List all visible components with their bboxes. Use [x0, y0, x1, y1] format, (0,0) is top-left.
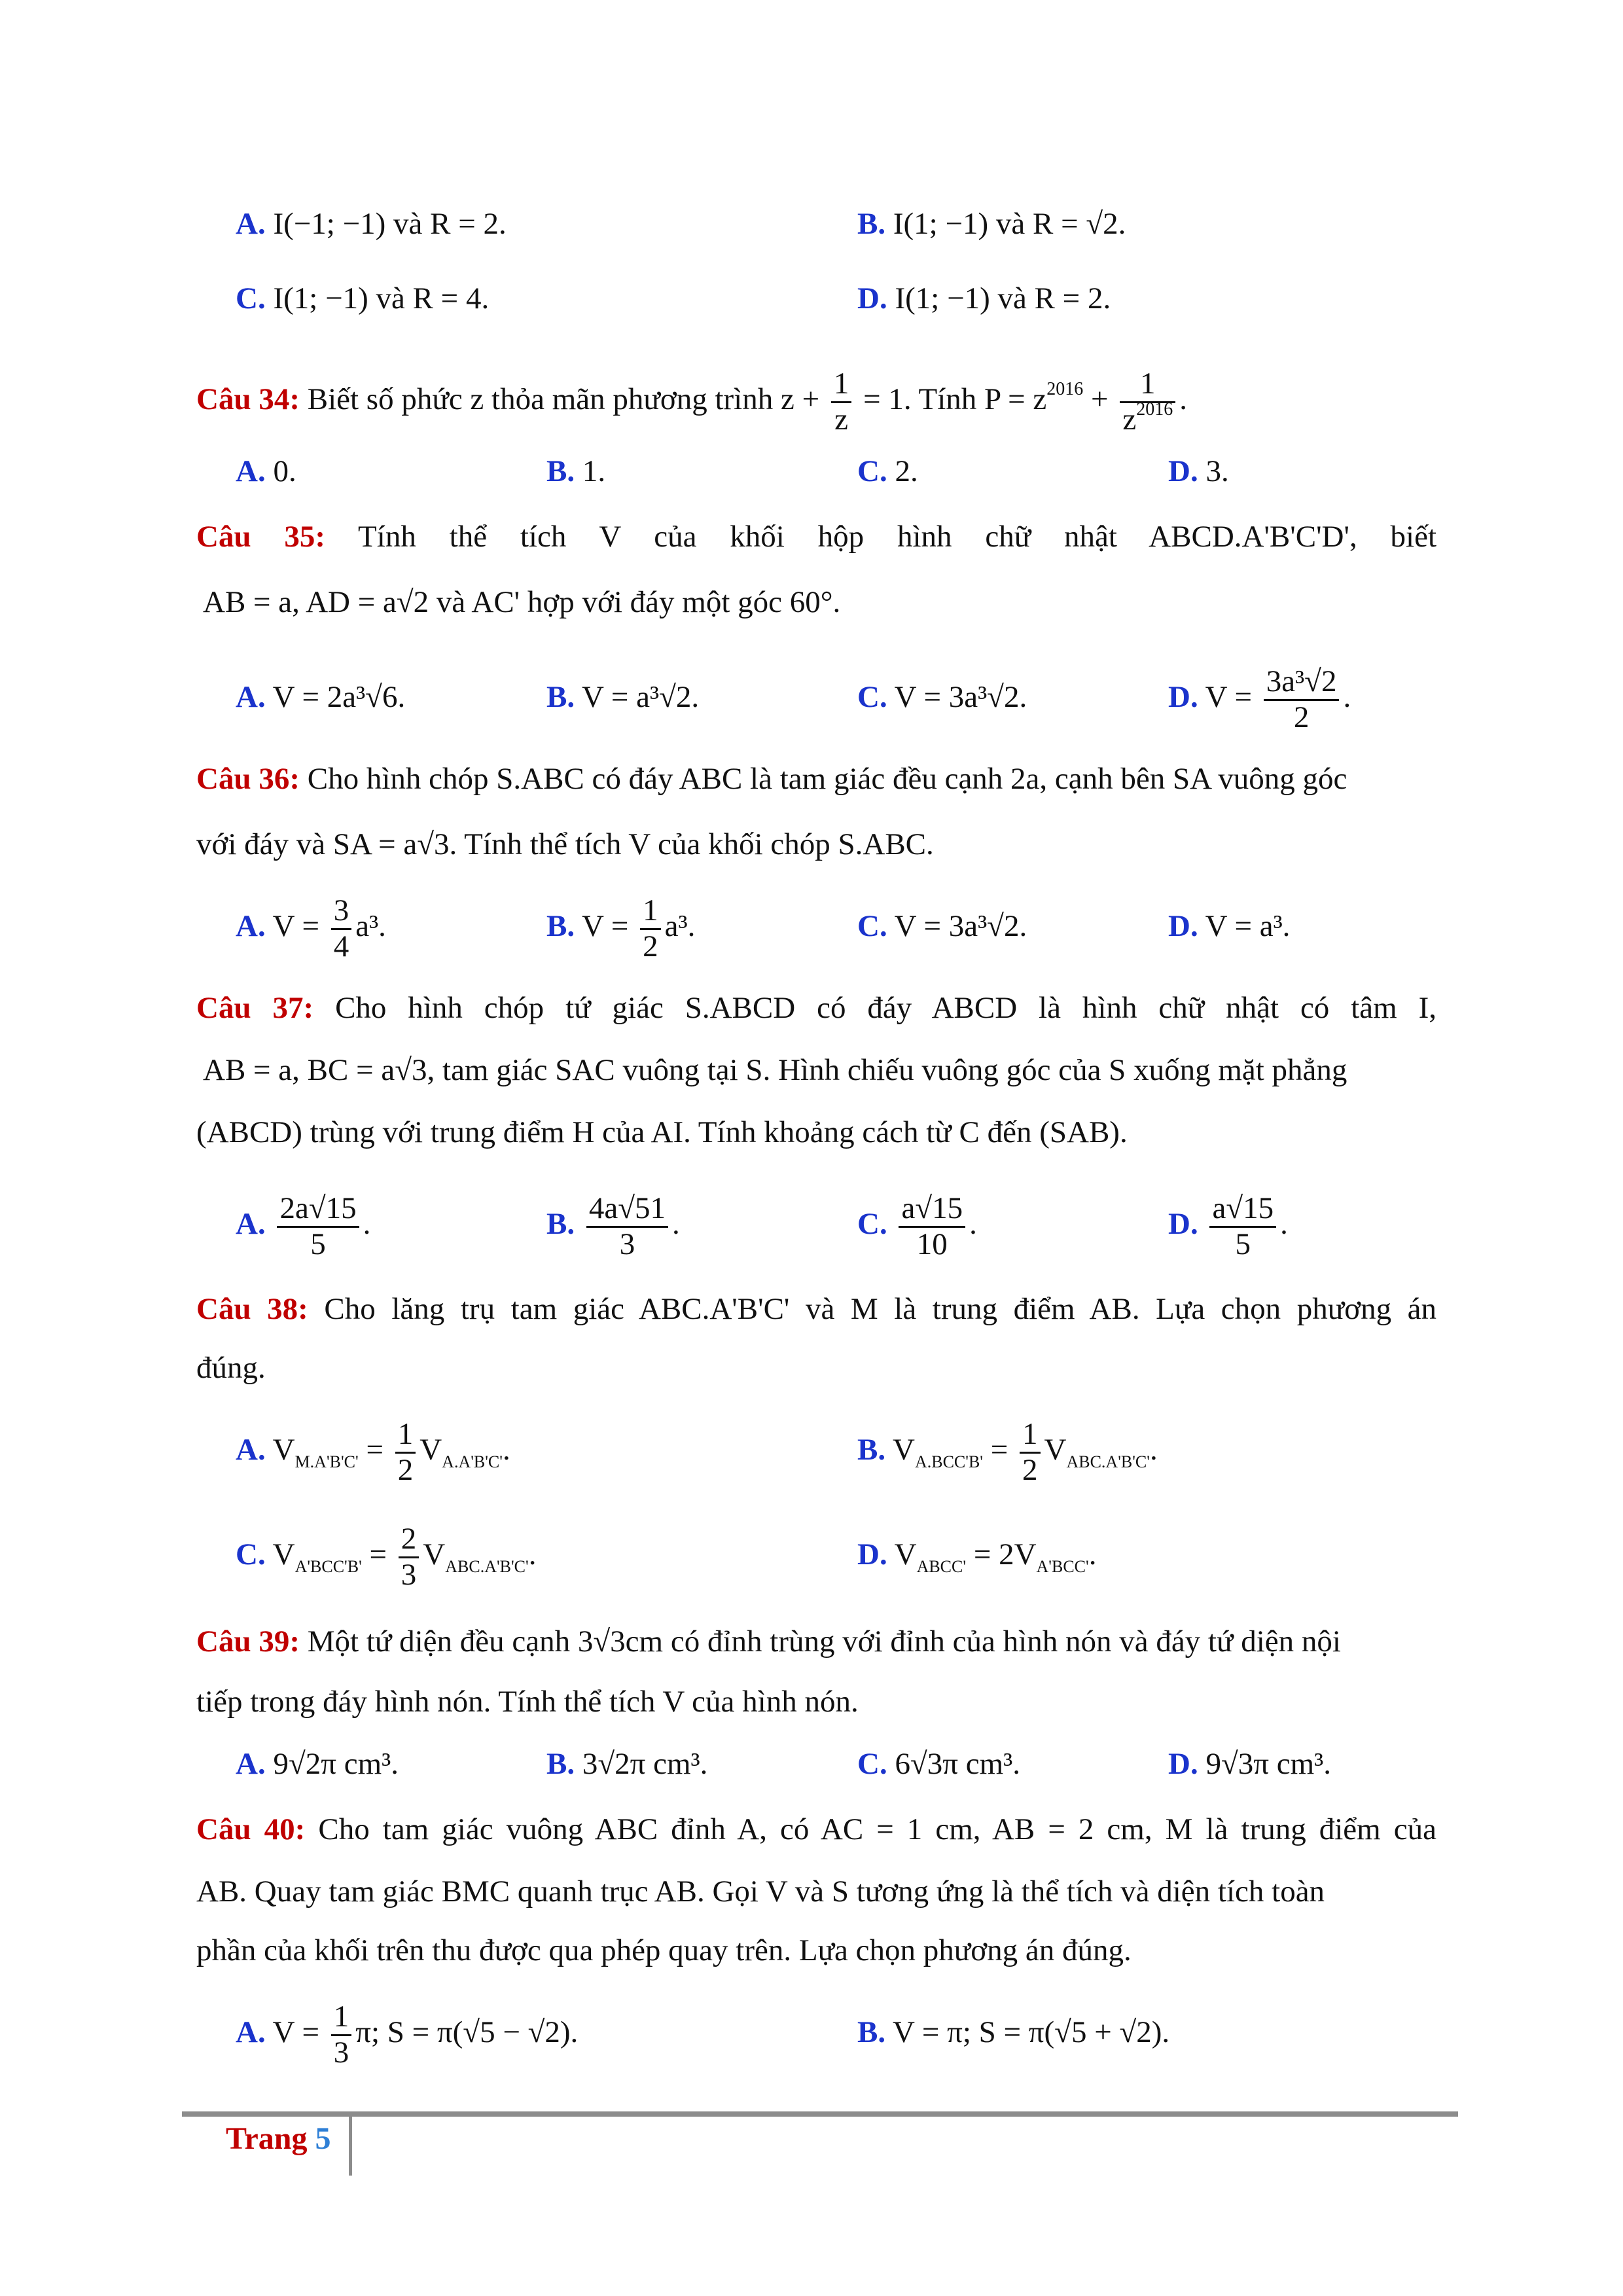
question-34: [196, 360, 1187, 439]
question-text: Cho lăng trụ tam giác ABC.A'B'C' và M là trung điểm AB. Lựa chọn phương án: [324, 1292, 1437, 1326]
question-40-line3: phần của khối trên thu được qua phép quay trên. Lựa chọn phương án đúng.: [196, 1933, 1132, 1967]
option-text: 0.: [273, 454, 296, 488]
option-text: V: [423, 1537, 446, 1571]
option-label: B.: [857, 1433, 886, 1467]
option-label: D.: [857, 1537, 887, 1571]
option-text: 6√3π cm³.: [895, 1747, 1020, 1781]
option-text: V = 2a³√6.: [272, 680, 406, 714]
option-label: C.: [236, 1537, 266, 1571]
option-label: B.: [857, 2015, 886, 2049]
q39-option-a[interactable]: [236, 1744, 399, 1784]
subscript: A.BCC'B': [914, 1452, 983, 1471]
option-text: V = π; S = π(√5 + √2).: [893, 2015, 1170, 2049]
subscript: ABC.A'B'C': [1066, 1452, 1150, 1471]
option-text: V: [893, 1433, 915, 1467]
option-text: I(−1; −1) và R = 2.: [273, 207, 507, 241]
fraction: [395, 1418, 416, 1487]
option-label: B.: [857, 207, 886, 241]
option-label: A.: [236, 2015, 266, 2049]
subscript: ABC.A'B'C': [445, 1557, 529, 1576]
question-36: [196, 759, 1347, 798]
question-text: Tính thể tích V của khối hộp hình chữ nhật ABCD.A'B'C'D', biết: [358, 520, 1437, 554]
question-37-line3: (ABCD) trùng với trung điểm H của AI. Tính khoảng cách từ C đến (SAB).: [196, 1115, 1128, 1149]
option-text: .: [528, 1537, 537, 1571]
option-text: V: [419, 1433, 442, 1467]
q35-option-d[interactable]: [1168, 655, 1351, 740]
question-39: [196, 1622, 1341, 1661]
option-text: =: [361, 1537, 395, 1571]
option-label: C.: [857, 1747, 887, 1781]
denominator: 2: [1022, 1452, 1038, 1487]
q33-option-c[interactable]: [236, 279, 489, 318]
q36-option-d[interactable]: [1168, 906, 1290, 946]
option-text: .: [1088, 1537, 1097, 1571]
q34-option-b[interactable]: [546, 452, 605, 491]
exponent: 2016: [1046, 379, 1084, 399]
numerator: 4a√51: [586, 1192, 668, 1228]
option-text: .: [1343, 680, 1351, 714]
numerator: a√15: [899, 1192, 965, 1228]
question-35: [196, 517, 1436, 556]
subscript: A'BCC': [1036, 1557, 1089, 1576]
question-38: [196, 1289, 1436, 1329]
fraction: [1120, 367, 1175, 437]
option-text: V =: [1205, 680, 1260, 714]
question-number: Câu 37:: [196, 991, 314, 1025]
numerator: 2: [399, 1522, 419, 1558]
page-number: 5: [315, 2121, 331, 2156]
option-label: C.: [857, 680, 887, 714]
option-label: B.: [546, 909, 575, 943]
question-number: Câu 36:: [196, 762, 300, 796]
q35-option-c[interactable]: [857, 677, 1027, 717]
question-text: Cho hình chóp tứ giác S.ABCD có đáy ABCD là hình chữ nhật có tâm I,: [335, 991, 1437, 1025]
option-text: V = a³√2.: [582, 680, 700, 714]
question-39-line2: tiếp trong đáy hình nón. Tính thể tích V của hình nón.: [196, 1685, 859, 1719]
question-text: Một tứ diện đều cạnh 3√3cm có đỉnh trùng với đỉnh của hình nón và đáy tứ diện nội: [307, 1624, 1341, 1659]
fraction: [1209, 1192, 1276, 1261]
q36-option-c[interactable]: [857, 906, 1027, 946]
option-text: V =: [582, 909, 637, 943]
denominator: 3: [401, 1557, 417, 1592]
option-text: V: [1044, 1433, 1067, 1467]
question-text: Cho hình chóp S.ABC có đáy ABC là tam giác đều cạnh 2a, cạnh bên SA vuông góc: [307, 762, 1347, 796]
option-text: .: [502, 1433, 510, 1467]
denominator: [1120, 399, 1175, 437]
fraction: [1020, 1418, 1041, 1487]
numerator: 1: [831, 367, 852, 403]
question-number: Câu 34:: [196, 382, 300, 416]
option-label: B.: [546, 1207, 575, 1241]
option-label: B.: [546, 1747, 575, 1781]
denominator: 2: [643, 929, 658, 963]
option-text: V: [894, 1537, 917, 1571]
numerator: 3: [331, 894, 352, 930]
denominator: 4: [333, 929, 349, 963]
option-label: A.: [236, 454, 266, 488]
option-label: B.: [546, 680, 575, 714]
option-text: =: [358, 1433, 391, 1467]
denominator: 2: [1293, 700, 1310, 734]
page-footer: [226, 2121, 330, 2157]
fraction: [331, 2000, 352, 2070]
question-text: = 1. Tính P = z: [855, 382, 1047, 416]
numerator: 3a³√2: [1264, 665, 1340, 701]
q38-option-c[interactable]: [236, 1512, 536, 1597]
option-label: A.: [236, 680, 266, 714]
option-label: A.: [236, 207, 266, 241]
numerator: 1: [395, 1418, 416, 1454]
question-36-line2: với đáy và SA = a√3. Tính thể tích V của khối chóp S.ABC.: [196, 827, 934, 861]
option-label: C.: [857, 1207, 887, 1241]
q33-option-d[interactable]: [857, 279, 1111, 318]
option-text: 2.: [895, 454, 918, 488]
fraction: [640, 894, 661, 963]
q37-option-d[interactable]: D. $\frac{a√15}{5}$ .: [1168, 1191, 1288, 1261]
question-40-line2: AB. Quay tam giác BMC quanh trục AB. Gọi V và S tương ứng là thể tích và diện tích toàn: [196, 1874, 1325, 1909]
numerator: 1: [331, 2000, 352, 2036]
fraction: [831, 367, 852, 437]
option-label: B.: [546, 454, 575, 488]
option-text: = 2V: [966, 1537, 1037, 1571]
option-text: =: [982, 1433, 1016, 1467]
option-text: 9√2π cm³.: [273, 1747, 399, 1781]
option-text: I(1; −1) và R = √2.: [893, 207, 1126, 241]
subscript: A'BCC'B': [294, 1557, 362, 1576]
option-text: V: [272, 1537, 295, 1571]
fraction: [399, 1522, 419, 1592]
q40-option-a[interactable]: [236, 1990, 578, 2075]
footer-rule: [182, 2111, 1458, 2117]
option-text: .: [1149, 1433, 1158, 1467]
question-35-line2: AB = a, AD = a√2 và AC' hợp với đáy một góc 60°.: [203, 585, 841, 619]
q35-option-b[interactable]: [546, 677, 699, 717]
option-text: V: [272, 1433, 295, 1467]
fraction: [1264, 665, 1340, 734]
q39-option-d[interactable]: [1168, 1744, 1331, 1784]
fraction: [277, 1192, 359, 1261]
option-label: D.: [1168, 1747, 1198, 1781]
option-text: V =: [272, 909, 327, 943]
q34-option-c[interactable]: [857, 452, 918, 491]
option-label: A.: [236, 1747, 266, 1781]
question-number: Câu 39:: [196, 1624, 300, 1659]
question-number: Câu 40:: [196, 1812, 306, 1846]
option-text: 9√3π cm³.: [1205, 1747, 1331, 1781]
q38-option-a[interactable]: [236, 1407, 510, 1492]
q34-option-d[interactable]: [1168, 452, 1229, 491]
numerator: 1: [1020, 1418, 1041, 1454]
subscript: A.A'B'C': [442, 1452, 503, 1471]
subscript: M.A'B'C': [294, 1452, 359, 1471]
denominator: 3: [333, 2035, 349, 2070]
option-text: a³.: [664, 909, 696, 943]
option-label: C.: [236, 281, 266, 315]
question-37: [196, 988, 1436, 1028]
denominator: 5: [310, 1227, 326, 1261]
option-label: D.: [1168, 909, 1198, 943]
option-text: I(1; −1) và R = 4.: [273, 281, 490, 315]
q38-option-b[interactable]: [857, 1407, 1158, 1492]
option-text: V = 3a³√2.: [894, 909, 1027, 943]
q33-option-b[interactable]: [857, 204, 1126, 243]
option-text: 1.: [582, 454, 606, 488]
fraction: [899, 1192, 965, 1261]
q35-option-a[interactable]: [236, 677, 405, 717]
numerator: a√15: [1209, 1192, 1276, 1228]
q37-option-b[interactable]: B. $\frac{4a√51}{3}$ .: [546, 1191, 680, 1261]
option-label: A.: [236, 1207, 266, 1241]
denominator: 3: [619, 1227, 635, 1261]
q39-option-c[interactable]: [857, 1744, 1020, 1784]
footer-divider: [349, 2117, 352, 2176]
denominator: 2: [397, 1452, 414, 1487]
option-text: V = 3a³√2.: [894, 680, 1027, 714]
option-text: π; S = π(√5 − √2).: [355, 2015, 579, 2049]
q39-option-b[interactable]: [546, 1744, 707, 1784]
q38-option-d[interactable]: [857, 1535, 1096, 1574]
option-label: A.: [236, 909, 266, 943]
q34-option-a[interactable]: [236, 452, 296, 491]
numerator: 1: [1120, 367, 1175, 403]
q37-option-c[interactable]: C. $\frac{a√15}{10}$ .: [857, 1191, 977, 1261]
numerator: 1: [640, 894, 661, 930]
fraction: [331, 894, 352, 963]
q33-option-a[interactable]: [236, 204, 507, 243]
question-40: [196, 1810, 1436, 1849]
q36-option-a[interactable]: [236, 884, 386, 969]
question-text: Biết số phức z thỏa mãn phương trình z +: [307, 382, 827, 416]
question-text: .: [1179, 382, 1187, 416]
option-label: A.: [236, 1433, 266, 1467]
option-label: D.: [1168, 680, 1198, 714]
question-38-line2: đúng.: [196, 1351, 266, 1385]
option-text: 3.: [1205, 454, 1229, 488]
footer-label: Trang: [226, 2121, 308, 2156]
q37-option-a[interactable]: A. $\frac{2a√15}{5}$ .: [236, 1191, 371, 1261]
option-text: I(1; −1) và R = 2.: [895, 281, 1111, 315]
denominator-base: z: [1122, 402, 1137, 437]
option-label: D.: [1168, 1207, 1198, 1241]
fraction: [586, 1192, 668, 1261]
q36-option-b[interactable]: [546, 884, 695, 969]
option-label: D.: [857, 281, 887, 315]
question-text: Cho tam giác vuông ABC đỉnh A, có AC = 1 cm, AB = 2 cm, M là trung điểm của: [318, 1812, 1436, 1846]
denominator: 5: [1235, 1227, 1251, 1261]
numerator: 2a√15: [277, 1192, 359, 1228]
option-text: V =: [272, 2015, 327, 2049]
subscript: ABCC': [916, 1557, 967, 1576]
option-label: C.: [857, 454, 887, 488]
exponent: 2016: [1136, 399, 1173, 420]
denominator: z: [834, 402, 849, 437]
q40-option-b[interactable]: [857, 2013, 1169, 2052]
question-number: Câu 38:: [196, 1292, 308, 1326]
question-number: Câu 35:: [196, 520, 326, 554]
option-label: C.: [857, 909, 887, 943]
question-37-line2: AB = a, BC = a√3, tam giác SAC vuông tại S. Hình chiếu vuông góc của S xuống mặt phẳng: [203, 1053, 1347, 1087]
option-text: V = a³.: [1205, 909, 1291, 943]
option-text: a³.: [355, 909, 386, 943]
question-text: +: [1083, 382, 1116, 416]
option-label: D.: [1168, 454, 1198, 488]
option-text: 3√2π cm³.: [582, 1747, 708, 1781]
denominator: 10: [916, 1227, 948, 1261]
